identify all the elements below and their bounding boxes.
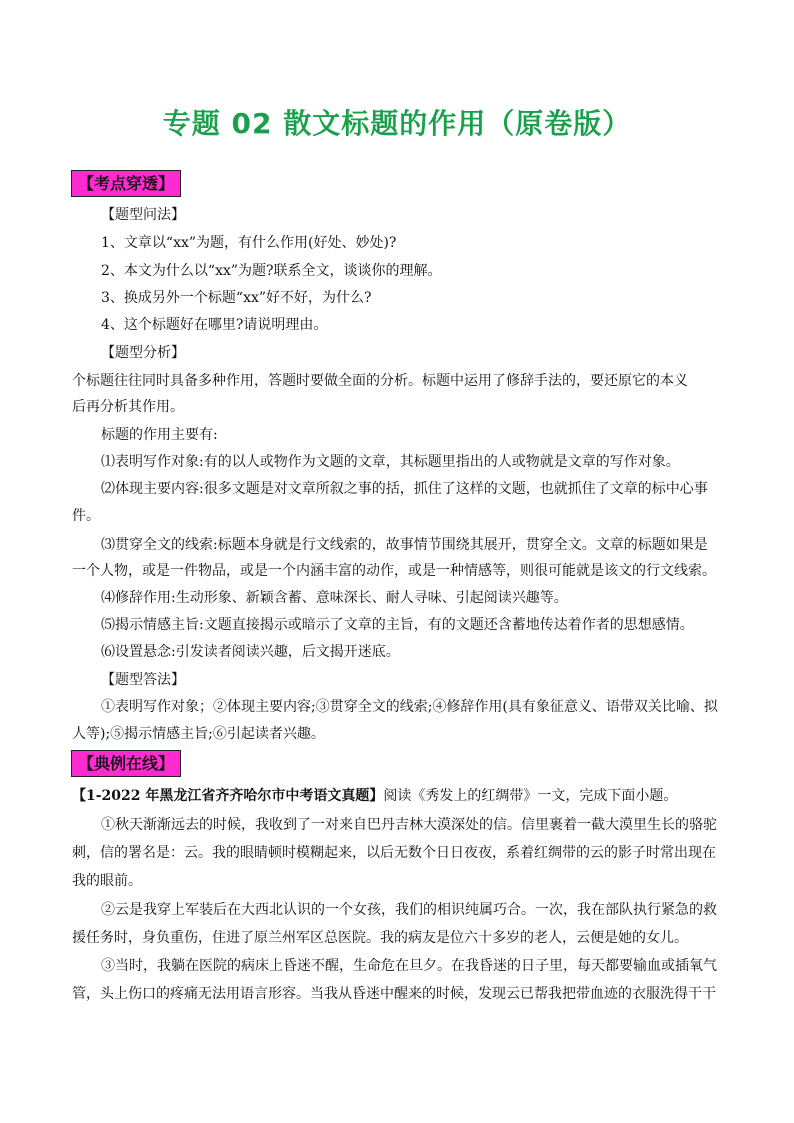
functions-intro: 标题的作用主要有: <box>101 427 218 443</box>
function-item-continued: 件。 <box>72 508 100 524</box>
function-item: ⑴表明写作对象:有的以人或物作为文题的文章，其标题里指出的人或物就是文章的写作对象。 <box>101 454 680 470</box>
question-item: 3、换成另外一个标题“xx”好不好，为什么? <box>101 290 372 306</box>
question-item: 2、本文为什么以“xx”为题?联系全文，谈谈你的理解。 <box>101 263 442 279</box>
question-item: 4、这个标题好在哪里?请说明理由。 <box>101 317 328 333</box>
function-item: ⑶贯穿全文的线索:标题本身就是行文线索的，故事情节围绕其展开，贯穿全文。文章的标题如果是 <box>101 537 708 553</box>
answer-text: ①表明写作对象；②体现主要内容;③贯穿全文的线索;④修辞作用(具有象征意义、语带双关比喻、拟 <box>101 699 718 715</box>
passage-paragraph: 我的眼前。 <box>72 873 142 889</box>
analysis-text: 个标题往往同时具备多种作用，答题时要做全面的分析。标题中运用了修辞手法的，要还原它的本义 <box>72 373 688 389</box>
passage-paragraph: 管，头上伤口的疼痛无法用语言形容。当我从昏迷中醒来的时候，发现云已帮我把带血迹的衣服洗得干干 <box>72 986 716 1002</box>
answer-heading: 【题型答法】 <box>101 672 185 688</box>
passage-paragraph: 援任务时，身负重伤，住进了原兰州军区总医院。我的病友是位六十多岁的老人，云便是她的女儿。 <box>72 930 688 946</box>
passage-paragraph: ①秋天渐渐远去的时候，我收到了一对来自巴丹吉林大漠深处的信。信里裹着一截大漠里生长的骆驼 <box>101 817 717 833</box>
exam-source <box>72 783 726 809</box>
question-item: 1、文章以“xx”为题，有什么作用(好处、妙处)? <box>101 235 397 251</box>
section-tag-examples: 【典例在线】 <box>71 750 181 777</box>
question-type-heading: 【题型问法】 <box>101 207 185 223</box>
analysis-heading: 【题型分析】 <box>101 345 185 361</box>
exam-source-title: 【1-2022 年黑龙江省齐齐哈尔市中考语文真题】 <box>72 788 384 804</box>
exam-source-instruction: 阅读《秀发上的红绸带》一文，完成下面小题。 <box>383 788 678 804</box>
function-item: ⑹设置悬念:引发读者阅读兴趣，后文揭开迷底。 <box>101 644 400 660</box>
analysis-text: 后再分析其作用。 <box>72 399 184 415</box>
page-title: 专题 02 散文标题的作用（原卷版） <box>162 107 632 140</box>
section-tag-key-points: 【考点穿透】 <box>71 170 181 197</box>
passage-paragraph: ③当时，我躺在医院的病床上昏迷不醒，生命危在旦夕。在我昏迷的日子里，每天都要输血或插氧气 <box>101 958 717 974</box>
passage-paragraph: ②云是我穿上军装后在大西北认识的一个女孩，我们的相识纯属巧合。一次，我在部队执行紧急的救 <box>101 902 717 918</box>
function-item: ⑸揭示情感主旨:文题直接揭示或暗示了文章的主旨，有的文题还含蓄地传达着作者的思想感情。 <box>101 617 694 633</box>
function-item: ⑷修辞作用:生动形象、新颖含蓄、意味深长、耐人寻味、引起阅读兴趣等。 <box>101 590 568 606</box>
function-item: ⑵体现主要内容:很多文题是对文章所叙之事的括，抓住了这样的文题，也就抓住了文章的标中心事 <box>101 481 708 497</box>
function-item-continued: 一个人物，或是一件物品，或是一个内涵丰富的动作，或是一种情感等，则很可能就是该文的行文线索。 <box>72 563 716 579</box>
answer-text-continued: 人等);⑤揭示情感主旨;⑥引起读者兴趣。 <box>72 726 325 742</box>
passage-paragraph: 刺，信的署名是：云。我的眼睛顿时模糊起来，以后无数个日日夜夜，系着红绸带的云的影子时常出现在 <box>72 845 716 861</box>
